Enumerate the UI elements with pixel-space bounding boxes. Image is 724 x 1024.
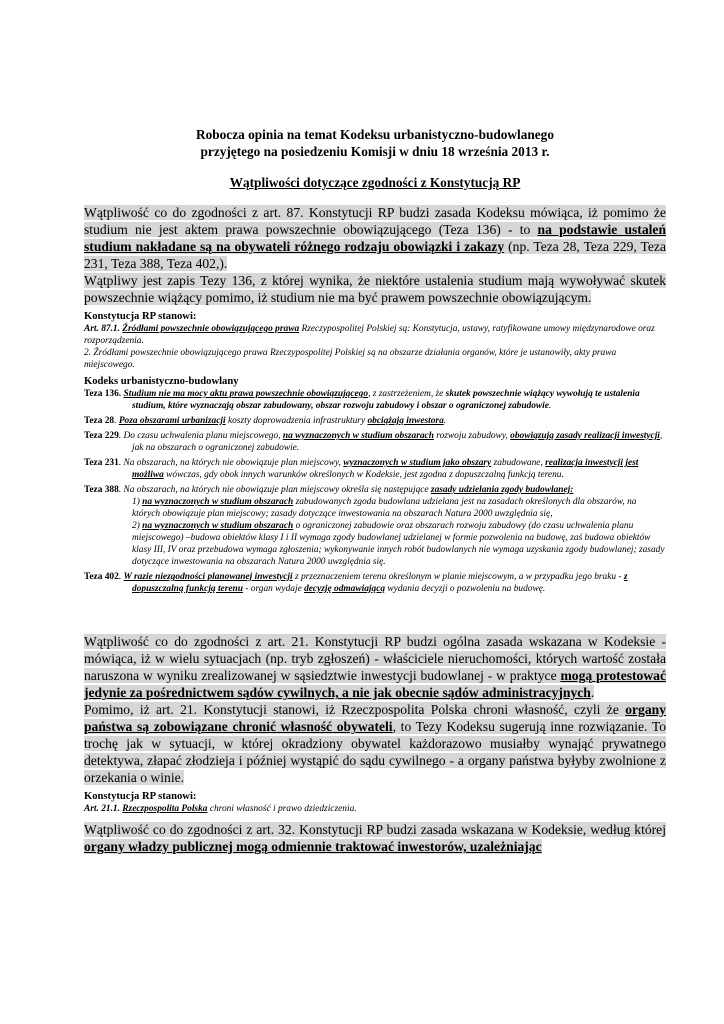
section-heading: Konstytucja RP stanowi: — [84, 311, 197, 322]
teza-388: Teza 388. Na obszarach, na których nie obowiązuje plan miejscowy określa się następujące zasady udzielania zgody budowlanej: 1) na wyznaczonych w studium obszarach zabudowanych zgoda budowlana udzielana jest na zasadach określonych dla obszarów, na których obowiązuje plan miejscowy; zasady dotyczące inwestowania na obszarach Natura 2000 uwzględnia się, 2) na wyznaczonych w studium obszarach o ograniczonej zabudowie oraz obszarach rozwoju zabudowy (do czasu uchwalenia planu miejscowego) –budowa obiektów klasy I i II wymaga zgody budowlanej udzielanej w formie pozwolenia na budowę, zaś budowa obiektów klasy III, IV oraz przebudowa wymaga zgłoszenia; wykonywanie innych robót budowlanych nie wymaga uzyskania zgody budowlanej; zasady dotyczące inwestowania na obszarach Natura 2000 uwzględnia się. — [84, 485, 665, 567]
constitution-quote: Art. 87.1. Źródłami powszechnie obowiązującego prawa Rzeczypospolitej Polskiej są: Konstytucja, ustawy, ratyfikowane umowy międzynarodowe oraz rozporządzenia. 2. Źródłami powszechnie obowiązującego prawa Rzeczypospolitej Polskiej są na obszarze działania organów, które je ustanowiły, akty prawa miejscowego. — [84, 324, 655, 370]
teza-136: Teza 136. Studium nie ma mocy aktu prawa powszechnie obowiązującego, z zastrzeżeniem, że skutek powszechnie wiążący wywołują te ustalenia studium, które wyznaczają obszar zabudowany, obszar rozwoju zabudowy i obszar o ograniczonej zabudowie. — [84, 389, 640, 411]
section-art32 — [84, 821, 666, 855]
section-heading: Konstytucja RP stanowi: — [84, 791, 197, 802]
section-art21 — [84, 633, 666, 786]
teza-231: Teza 231. Na obszarach, na których nie obowiązuje plan miejscowy, wyznaczonych w studium jako obszary zabudowane, realizacja inwestycji jest możliwa wówczas, gdy obok innych warunków określonych w Kodeksie, jest zgodna z dopuszczalną funkcją terenu. — [84, 458, 639, 480]
teza-28: Teza 28. Poza obszarami urbanizacji koszty doprowadzenia infrastruktury obciążają inwestora. — [84, 416, 447, 426]
teza-402: Teza 402. W razie niezgodności planowanej inwestycji z przeznaczeniem terenu określonym w planie miejscowym, a w przypadku jego braku - z dopuszczalną funkcją terenu - organ wydaje decyzję odmawiającą wydania decyzji o pozwoleniu na budowę. — [84, 572, 628, 594]
paragraph: Wątpliwość co do zgodności z art. 21. Konstytucji RP budzi ogólna zasada wskazana w Kodeksie - mówiąca, iż w wielu sytuacjach (np. tryb zgłoszeń) - właściciele nieruchomości, których wartość została naruszona w wyniku zrealizowanej w sąsiedztwie inwestycji budowlanej - w praktyce mogą protestować jedynie za pośrednictwem sądów cywilnych, a nie jak obecnie sądów administracyjnych. — [84, 634, 666, 700]
section-art87 — [84, 204, 666, 306]
document-page — [84, 126, 666, 855]
paragraph: Pomimo, iż art. 21. Konstytucji stanowi, iż Rzeczpospolita Polska chroni własność, czyli że organy państwa są zobowiązane chronić własność obywateli, to Tezy Kodeksu sugerują inne rozwiązanie. To trochę jak w sytuacji, w której okradziony obywatel każdorazowo musiałby wynająć prywatnego detektywa, złapać złodzieja i później wystąpić do sądu cywilnego - a organy państwa byłyby zwolnione z orzekania o winie. — [84, 702, 666, 785]
paragraph: Wątpliwość co do zgodności z art. 87. Konstytucji RP budzi zasada Kodeksu mówiąca, iż pomimo że studium nie jest aktem prawa powszechnie obowiązującego (Teza 136) - to na podstawie ustaleń studium nakładane są na obywateli różnego rodzaju obowiązki i zakazy (np. Teza 28, Teza 229, Teza 231, Teza 388, Teza 402,). — [84, 205, 667, 271]
document-subtitle: Wątpliwości dotyczące zgodności z Konstytucją RP — [229, 175, 521, 190]
paragraph: Wątpliwość co do zgodności z art. 32. Konstytucji RP budzi zasada wskazana w Kodeksie, według której organy władzy publicznej mogą odmiennie traktować inwestorów, uzależniając — [84, 822, 666, 854]
paragraph: Wątpliwy jest zapis Tezy 136, z której wynika, że niektóre ustalenia studium mają wywoływać skutek powszechnie wiążący pomimo, iż studium nie ma być prawem powszechnie obowiązującym. — [84, 273, 666, 305]
section-heading: Kodeks urbanistyczno-budowlany — [84, 376, 239, 387]
document-title: Robocza opinia na temat Kodeksu urbanistyczno-budowlanego przyjętego na posiedzeniu Komisji w dniu 18 września 2013 r. — [196, 127, 554, 159]
teza-229: Teza 229. Do czasu uchwalenia planu miejscowego, na wyznaczonych w studium obszarach rozwoju zabudowy, obowiązują zasady realizacji inwestycji, jak na obszarach o ograniczonej zabudowie. — [84, 431, 663, 453]
constitution-quote: Art. 21.1. Rzeczpospolita Polska chroni własność i prawo dziedziczenia. — [84, 804, 357, 814]
